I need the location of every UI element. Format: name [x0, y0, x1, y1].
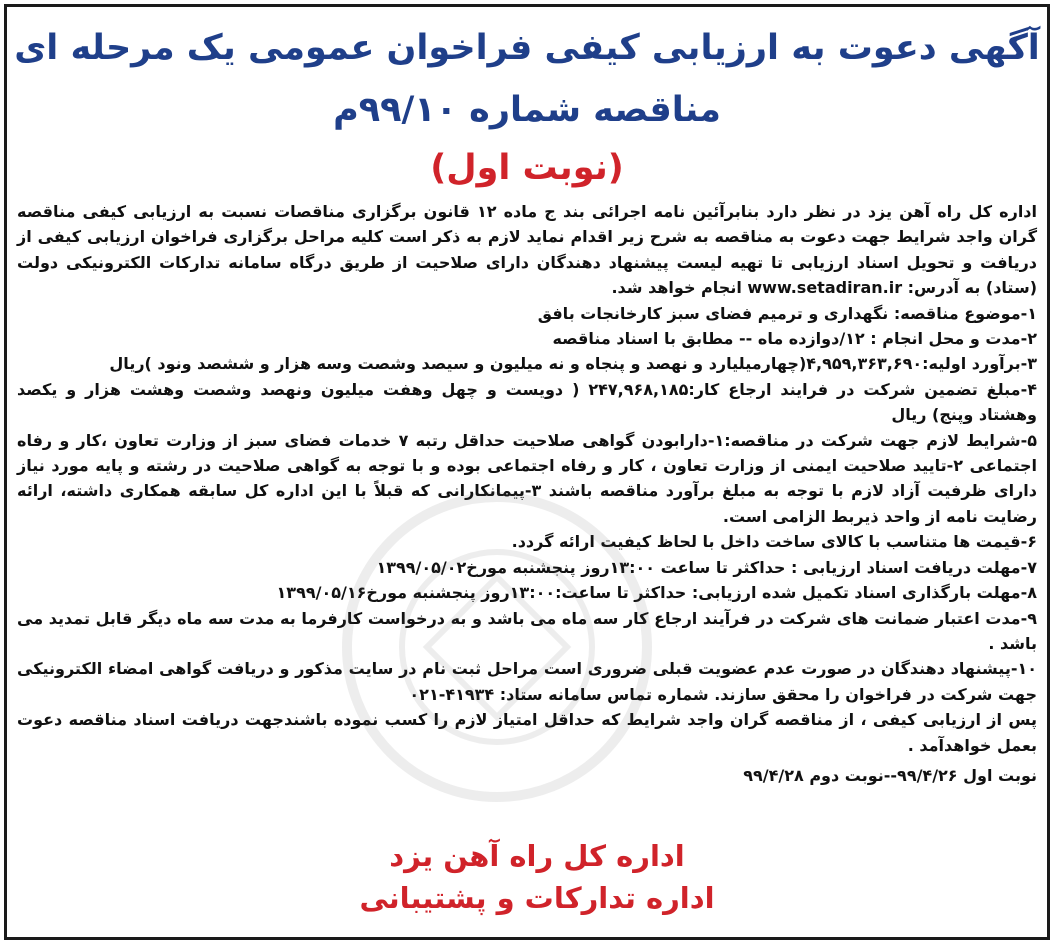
item-receive-deadline: ۷-مهلت دریافت اسناد ارزیابی : حداکثر تا ساعت ۱۳:۰۰روز پنجشنبه مورخ۱۳۹۹/۰۵/۰۲: [376, 557, 1037, 577]
notice-body: [7, 193, 1047, 758]
tender-number: مناقصه شماره ۹۹/۱۰م: [333, 90, 721, 130]
signature-block: [327, 835, 747, 919]
notice-frame: [4, 4, 1050, 940]
intro-suffix: انجام خواهد شد.: [611, 278, 742, 298]
item-guarantee-validity: ۹-مدت اعتبار ضمانت های شرکت در فرآیند ارجاع کار سه ماه می باشد و به درخواست کارفرما به مدت سه ماه دیگر قابل تمدید می باشد .: [17, 608, 1037, 653]
item-guarantee: ۴-مبلغ تضمین شرکت در فرایند ارجاع کار:۲۴۷,۹۶۸,۱۸۵ ( دویست و چهل وهفت میلیون ونهصد وشصت وهشت هزار و یکصد وهشتاد وپنج) ریال: [17, 379, 1037, 425]
item-conditions: ۵-شرایط لازم جهت شرکت در مناقصه:۱-دارابودن گواهی صلاحیت حداقل رتبه ۷ خدمات فضای سبز از وزارت تعاون ،کار و رفاه اجتماعی ۲-تایید صلاحیت ایمنی از وزارت تعاون ، کار و رفاه اجتماعی بوده و با توجه به گواهی صلاحیت در رشته و پایه مورد نیاز دارای ظرفیت آزاد لازم با توجه به مبلغ برآورد مناقصه باشند ۳-پیمانکارانی که قبلاً با این اداره کل سابقه همکاری داشته، ارائه رضایت نامه از واحد ذیربط الزامی است.: [17, 430, 1038, 526]
intro-paragraph: [17, 199, 1037, 301]
item-registration: ۱۰-پیشنهاد دهندگان در صورت عدم عضویت قبلی ضروری است مراحل ثبت نام در سایت مذکور و دریافت گواهی امضاء الکترونیکی جهت شرکت در فراخوان را محقق سازند. شماره تماس سامانه ستاد: ۴۱۹۳۴-۰۲۱: [17, 659, 1037, 704]
item-duration: ۲-مدت و محل انجام : ۱۲/دوازده ماه -- مطابق با اسناد مناقصه: [552, 329, 1037, 349]
item-estimate: ۳-برآورد اولیه:۴,۹۵۹,۳۶۳,۶۹۰(چهارمیلیارد و نهصد و پنجاه و نه میلیون و سیصد وشصت وسه هزار و ششصد ونود )ریال: [109, 354, 1037, 374]
notice-title: آگهی دعوت به ارزیابی کیفی فراخوان عمومی یک مرحله ای: [14, 28, 1040, 68]
closing-paragraph: پس از ارزیابی کیفی ، از مناقصه گران واجد شرایط که حداقل امتیاز لازم را کسب نموده باشندجهت دریافت اسناد مناقصه دعوت بعمل خواهدآمد .: [17, 710, 1037, 755]
signature-department: اداره تدارکات و پشتیبانی: [359, 881, 715, 915]
round-label: (نوبت اول): [430, 148, 624, 188]
item-prices: ۶-قیمت ها متناسب با کالای ساخت داخل با لحاظ کیفیت ارائه گردد.: [511, 532, 1037, 552]
signature-office: اداره کل راه آهن یزد: [389, 839, 685, 873]
setad-url[interactable]: www.setadiran.ir: [747, 278, 903, 298]
intro-text: اداره کل راه آهن یزد در نظر دارد بنابرآئین نامه اجرائی بند ج ماده ۱۲ قانون برگزاری مناقصات نسبت به ارزیابی کیفی مناقصه گران واجد شرایط جهت دعوت به مناقصه به شرح زیر اقدام نماید لازم به ذکر است کلیه مراحل برگزاری فراخوان ارزیابی کیفی از دریافت و تحویل اسناد ارزیابی تا تهیه لیست پیشنهاد دهندگان دارای صلاحیت از طریق درگاه سامانه تدارکات الکترونیکی دولت (ستاد) به آدرس:: [17, 202, 1037, 298]
publication-schedule: نوبت اول ۹۹/۴/۲۶--نوبت دوم ۹۹/۴/۲۸: [743, 765, 1037, 785]
item-subject: ۱-موضوع مناقصه: نگهداری و ترمیم فضای سبز کارخانجات بافق: [537, 303, 1037, 323]
item-upload-deadline: ۸-مهلت بارگذاری اسناد تکمیل شده ارزیابی: حداکثر تا ساعت:۱۳:۰۰روز پنجشنبه مورخ۱۳۹۹/۰۵/۱۶: [276, 583, 1037, 603]
